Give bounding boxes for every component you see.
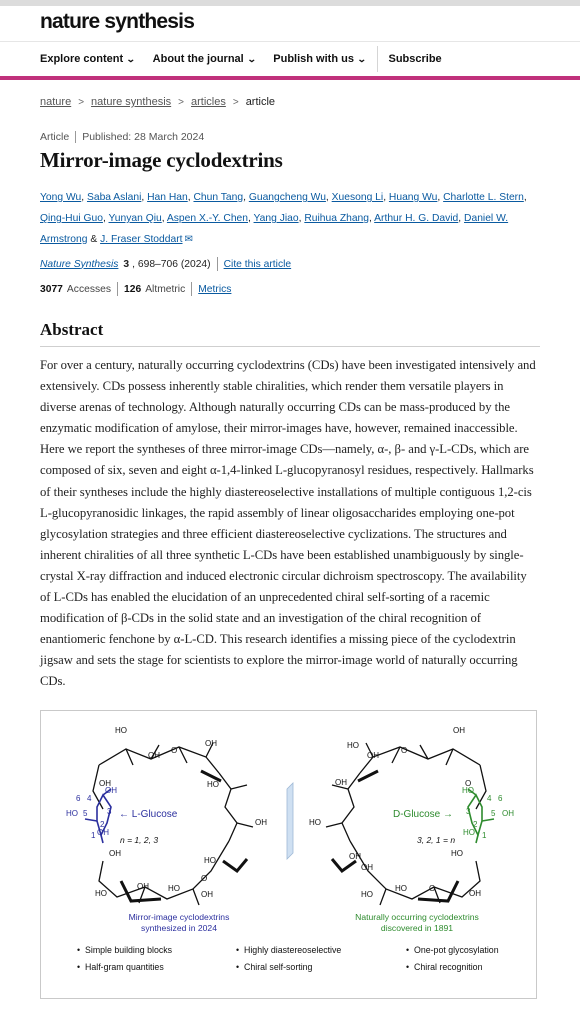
article-type: Article bbox=[40, 131, 70, 143]
svg-text:HO: HO bbox=[309, 818, 321, 827]
journal-link[interactable]: Nature Synthesis bbox=[40, 258, 119, 270]
svg-text:OH: OH bbox=[469, 889, 481, 898]
article-meta bbox=[40, 131, 540, 143]
svg-text:HO: HO bbox=[451, 849, 463, 858]
nav-publish-with-us[interactable] bbox=[273, 53, 365, 65]
svg-text:O: O bbox=[401, 746, 408, 755]
svg-text:2: 2 bbox=[100, 820, 105, 829]
breadcrumb-articles[interactable]: articles bbox=[191, 96, 226, 108]
left-n-label: n = 1, 2, 3 bbox=[120, 835, 159, 845]
author-link[interactable]: Yong Wu bbox=[40, 192, 82, 203]
nav-subscribe[interactable] bbox=[388, 53, 441, 65]
svg-text:4: 4 bbox=[87, 794, 92, 803]
svg-text:OH: OH bbox=[361, 863, 373, 872]
svg-text:OH: OH bbox=[205, 739, 217, 748]
left-caption: synthesized in 2024 bbox=[141, 923, 217, 933]
article-title: Mirror-image cyclodextrins bbox=[40, 148, 283, 172]
abstract-figure[interactable] bbox=[40, 710, 537, 999]
svg-text:OH: OH bbox=[349, 852, 361, 861]
svg-text:OH: OH bbox=[453, 726, 465, 735]
author-link[interactable]: Han Han bbox=[147, 192, 188, 203]
right-cyclodextrin-ring bbox=[326, 743, 486, 905]
right-glucose-numbers bbox=[462, 786, 514, 840]
article-metrics bbox=[40, 282, 540, 296]
bullet-item: Highly diastereoselective bbox=[244, 945, 342, 955]
svg-text:OH: OH bbox=[109, 849, 121, 858]
breadcrumb-nature[interactable]: nature bbox=[40, 96, 72, 108]
hydroxyl-label: HO bbox=[463, 828, 475, 837]
svg-text:OH: OH bbox=[201, 890, 213, 899]
nav-about-journal[interactable] bbox=[153, 53, 256, 65]
svg-text:O: O bbox=[201, 874, 208, 883]
svg-text:HO: HO bbox=[115, 726, 127, 735]
bullet-item: • bbox=[77, 962, 81, 972]
svg-text:OH: OH bbox=[367, 751, 379, 760]
chevron-down-icon: ⌄ bbox=[246, 53, 257, 64]
accesses-label: Accesses bbox=[66, 283, 111, 295]
chevron-down-icon: ⌄ bbox=[125, 53, 136, 64]
svg-text:OH: OH bbox=[335, 778, 347, 787]
svg-text:5: 5 bbox=[83, 809, 88, 818]
bullet-item: One-pot glycosylation bbox=[414, 945, 499, 955]
svg-text:1: 1 bbox=[91, 831, 96, 840]
right-caption: discovered in 1891 bbox=[380, 923, 454, 933]
feature-bullets bbox=[77, 945, 499, 972]
altmetric-label: Altmetric bbox=[145, 283, 186, 295]
metrics-divider bbox=[117, 282, 118, 296]
l-glucose-label: ← L-Glucose bbox=[119, 809, 178, 820]
left-caption: Mirror-image cyclodextrins bbox=[128, 912, 230, 922]
author-link[interactable]: Yang Jiao bbox=[253, 213, 299, 224]
svg-text:HO: HO bbox=[204, 856, 216, 865]
nav-subscribe-label: Subscribe bbox=[388, 53, 442, 65]
hydroxyl-label: OH bbox=[97, 828, 109, 837]
chevron-down-icon: ⌄ bbox=[356, 53, 367, 64]
citation-divider bbox=[217, 257, 218, 271]
metrics-divider bbox=[191, 282, 192, 296]
nav-divider bbox=[377, 46, 378, 72]
author-link[interactable]: Charlotte L. Stern bbox=[443, 192, 524, 203]
svg-text:5: 5 bbox=[491, 809, 496, 818]
author-link[interactable]: Saba Aslani bbox=[86, 192, 142, 203]
published-date: Published: 28 March 2024 bbox=[82, 131, 205, 143]
svg-text:4: 4 bbox=[487, 794, 492, 803]
author-link[interactable]: J. Fraser Stoddart bbox=[100, 234, 183, 245]
bullet-item: • bbox=[236, 945, 240, 955]
mail-icon[interactable]: ✉ bbox=[184, 234, 193, 245]
author-link[interactable]: Qing-Hui Guo bbox=[40, 213, 103, 224]
bullet-item: Chiral self-sorting bbox=[244, 962, 313, 972]
right-caption: Naturally occurring cyclodextrins bbox=[355, 912, 479, 922]
bullet-item: Chiral recognition bbox=[414, 962, 483, 972]
svg-text:OH: OH bbox=[99, 779, 111, 788]
nav-explore-label: Explore content bbox=[40, 53, 124, 65]
accesses-count: 3077 bbox=[40, 283, 63, 295]
mirror-plane bbox=[287, 783, 293, 859]
svg-text:OH: OH bbox=[255, 818, 267, 827]
left-cyclodextrin-ring bbox=[93, 743, 253, 905]
author-list: Yong Wu, Saba Aslani, Han Han, Chun Tang, Guangcheng Wu, Xuesong Li, Huang Wu, Charlotte L. Stern, Qing-Hui Guo, Yunyan Qiu, Aspen X.-Y. Chen, Yang Jiao, Ruihua Zhang, Arthur H. G. David, Daniel W. Armstrong & J. Fraser Stoddart ✉ bbox=[40, 187, 540, 250]
d-glucose-label: D-Glucose → bbox=[393, 809, 454, 820]
citation-volume: 3 bbox=[123, 258, 130, 270]
svg-text:OH: OH bbox=[148, 751, 160, 760]
svg-text:6: 6 bbox=[498, 794, 503, 803]
svg-text:3: 3 bbox=[466, 807, 471, 816]
left-glucose-numbers bbox=[66, 786, 117, 840]
nav-publish-label: Publish with us bbox=[273, 53, 354, 65]
cite-article-link[interactable]: Cite this article bbox=[223, 258, 292, 270]
svg-text:HO: HO bbox=[395, 884, 407, 893]
bullet-item: • bbox=[77, 945, 81, 955]
nav-explore-content[interactable] bbox=[40, 53, 135, 65]
abstract-text: For over a century, naturally occurring cyclodextrins (CDs) have been investigated intensively and extensively. CDs possess inherently stable chiralities, which render them versatile players in diverse arenas of technology. Although naturally occurring CDs can be mass-produced by the enzymatic modification of amylose, their mirror-images have, however, remained inaccessible. Here we report the syntheses of three mirror-image CDs—namely, α-, β- and γ-L-CDs, which are composed of six, seven and eight α-1,4-linked L-glucopyranosyl residues, respectively. Hallmarks of their syntheses include the highly diastereoselective installations of multiple contiguous 1,2-cis L-glucopyranosidic linkages, the rapid assembly of linear oligosaccharides employing one-pot glycosylation strategies and three efficient diastereoselective cyclizations. The structures and inherent chiralities of all three synthetic L-CDs have been established unambiguously by single-crystal X-ray diffraction and induced electronic circular dichroism spectroscopy. The availability of L-CDs has enabled the elucidation of an unprecedented chiral self-sorting of a racemic modification of β-CDs in the solid state and an investigation of the chiral recognition of enantiomeric fenchone by α-L-CD. This research identifies a missing piece of the cyclodextrin jigsaw and sets the stage for scientists to explore the mirror-image world of naturally occurring CDs. bbox=[40, 358, 536, 689]
author-link[interactable]: Ruihua Zhang bbox=[304, 213, 370, 224]
svg-text:2: 2 bbox=[473, 820, 478, 829]
author-link[interactable]: Xuesong Li bbox=[331, 192, 384, 203]
right-n-label: 3, 2, 1 = n bbox=[417, 835, 456, 845]
author-link[interactable]: Chun Tang bbox=[193, 192, 244, 203]
author-link[interactable]: Yunyan Qiu bbox=[108, 213, 162, 224]
chevron-right-icon: > bbox=[78, 96, 85, 108]
svg-text:HO: HO bbox=[361, 890, 373, 899]
breadcrumb-nature-synthesis[interactable]: nature synthesis bbox=[91, 96, 172, 108]
svg-text:O: O bbox=[465, 779, 472, 788]
breadcrumb-current: article bbox=[245, 96, 276, 108]
svg-text:O: O bbox=[429, 884, 436, 893]
site-logo[interactable]: nature synthesis bbox=[0, 6, 580, 42]
bullet-item: Half-gram quantities bbox=[85, 962, 164, 972]
bullet-item: • bbox=[236, 962, 240, 972]
svg-text:HO: HO bbox=[95, 889, 107, 898]
hydroxyl-label: OH bbox=[105, 786, 117, 795]
metrics-link[interactable]: Metrics bbox=[198, 283, 232, 295]
author-link[interactable]: Daniel W. Armstrong bbox=[40, 213, 509, 245]
citation bbox=[40, 257, 540, 271]
svg-text:OH: OH bbox=[137, 882, 149, 891]
author-link[interactable]: Huang Wu bbox=[388, 192, 438, 203]
hydroxyl-label: HO bbox=[462, 786, 474, 795]
author-link[interactable]: Aspen X.-Y. Chen bbox=[166, 213, 248, 224]
svg-text:3: 3 bbox=[107, 807, 112, 816]
bullet-item: • bbox=[406, 962, 410, 972]
svg-text:HO: HO bbox=[207, 780, 219, 789]
bullet-item: • bbox=[406, 945, 410, 955]
citation-pages: , 698–706 (2024) bbox=[132, 258, 211, 270]
svg-text:O: O bbox=[171, 746, 178, 755]
svg-text:1: 1 bbox=[482, 831, 487, 840]
cyclodextrin-scheme bbox=[41, 711, 537, 999]
author-link[interactable]: Guangcheng Wu bbox=[248, 192, 326, 203]
svg-text:6: 6 bbox=[76, 794, 81, 803]
hydroxyl-label: OH bbox=[502, 809, 514, 818]
hydroxyl-label: HO bbox=[66, 809, 78, 818]
abstract-heading: Abstract bbox=[40, 320, 540, 347]
author-link[interactable]: Arthur H. G. David bbox=[374, 213, 459, 224]
nav-about-label: About the journal bbox=[152, 53, 244, 65]
main-nav bbox=[0, 42, 580, 80]
chevron-right-icon: > bbox=[232, 96, 239, 108]
altmetric-count: 126 bbox=[124, 283, 142, 295]
chevron-right-icon: > bbox=[178, 96, 184, 108]
svg-text:HO: HO bbox=[168, 884, 180, 893]
svg-text:HO: HO bbox=[347, 741, 359, 750]
breadcrumb bbox=[40, 96, 540, 108]
bullet-item: Simple building blocks bbox=[85, 945, 173, 955]
meta-divider bbox=[75, 131, 76, 143]
